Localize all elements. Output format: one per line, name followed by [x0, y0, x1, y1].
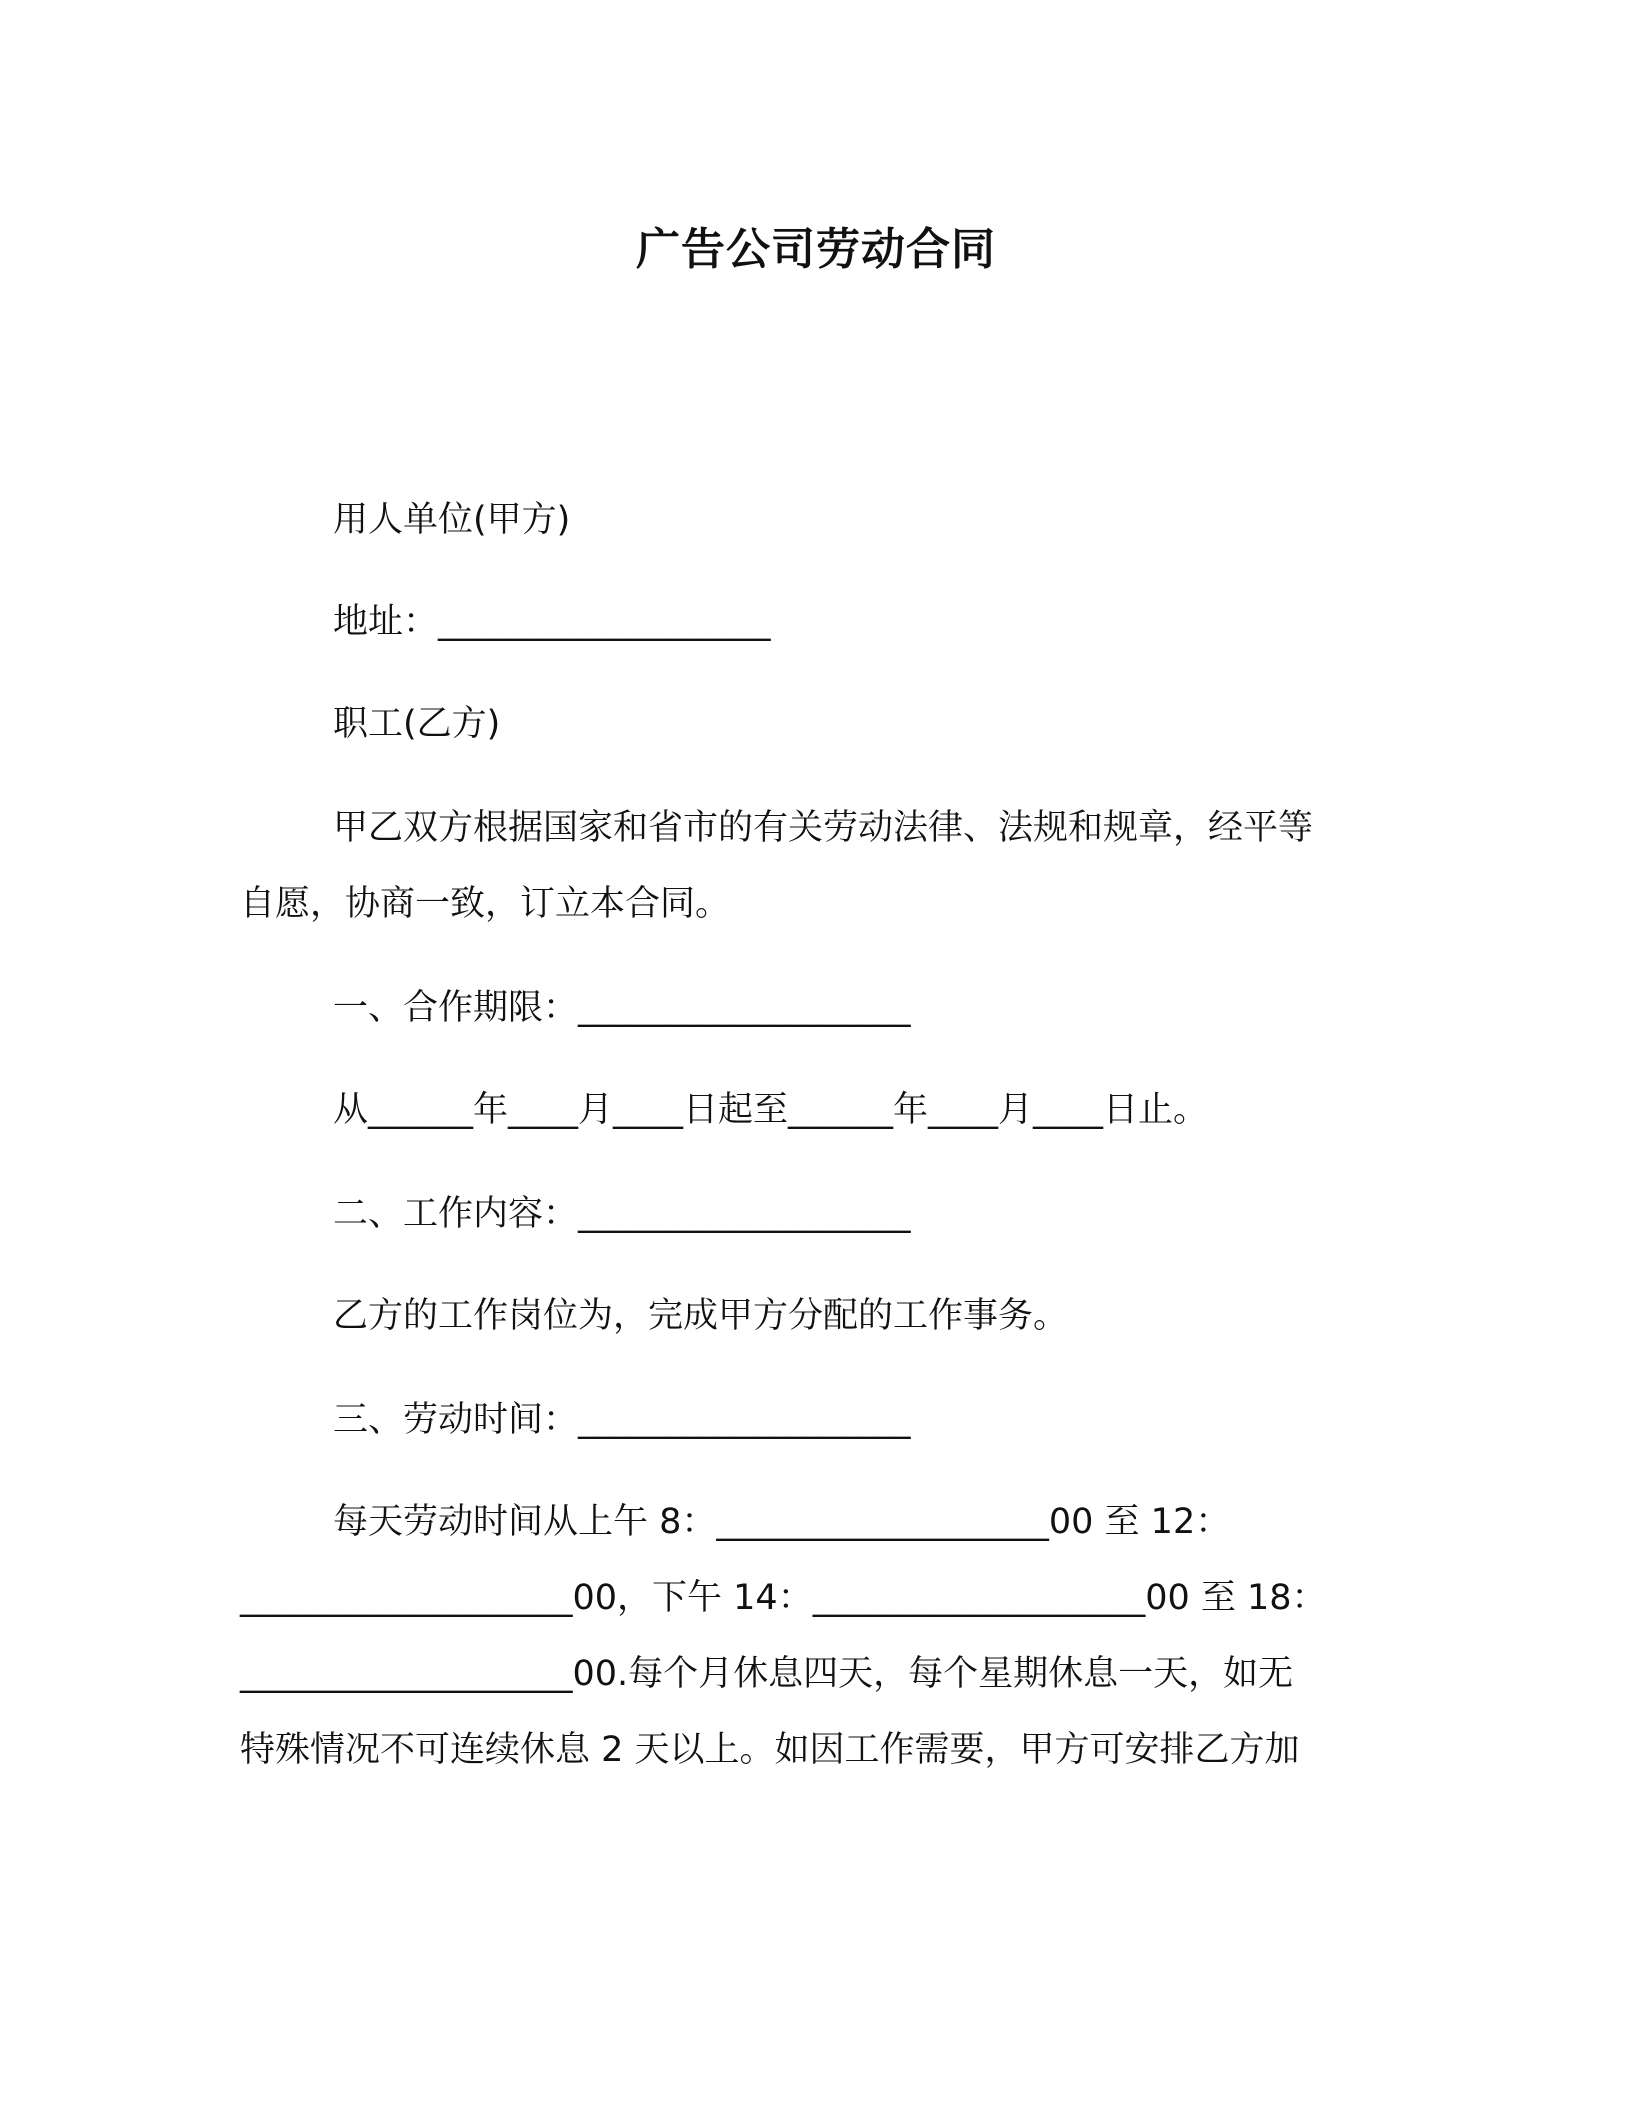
hours-line-2: ___________________00，下午 14：___________________00 至 18：	[240, 1578, 1327, 1618]
section-content-heading: 二、工作内容：___________________	[333, 1194, 911, 1234]
job-duty-line: 乙方的工作岗位为，完成甲方分配的工作事务。	[333, 1296, 1069, 1336]
hours-line-4: 特殊情况不可连续休息 2 天以上。如因工作需要，甲方可安排乙方加	[240, 1730, 1300, 1770]
employee-label: 职工(乙方)	[333, 704, 501, 744]
document-title: 广告公司劳动合同	[636, 224, 996, 275]
section-term-heading: 一、合作期限：___________________	[333, 988, 911, 1028]
hours-line-1: 每天劳动时间从上午 8：___________________00 至 12：	[333, 1502, 1231, 1542]
term-dates-line: 从______年____月____日起至______年____月____日止。	[333, 1090, 1209, 1130]
address-line: 地址：___________________	[333, 602, 771, 642]
section-hours-heading: 三、劳动时间：___________________	[333, 1400, 911, 1440]
preamble-line-1: 甲乙双方根据国家和省市的有关劳动法律、法规和规章，经平等	[333, 808, 1314, 848]
hours-line-3: ___________________00.每个月休息四天，每个星期休息一天，如无	[240, 1654, 1294, 1694]
preamble-line-2: 自愿，协商一致，订立本合同。	[240, 884, 731, 924]
employer-label: 用人单位(甲方)	[333, 500, 571, 540]
